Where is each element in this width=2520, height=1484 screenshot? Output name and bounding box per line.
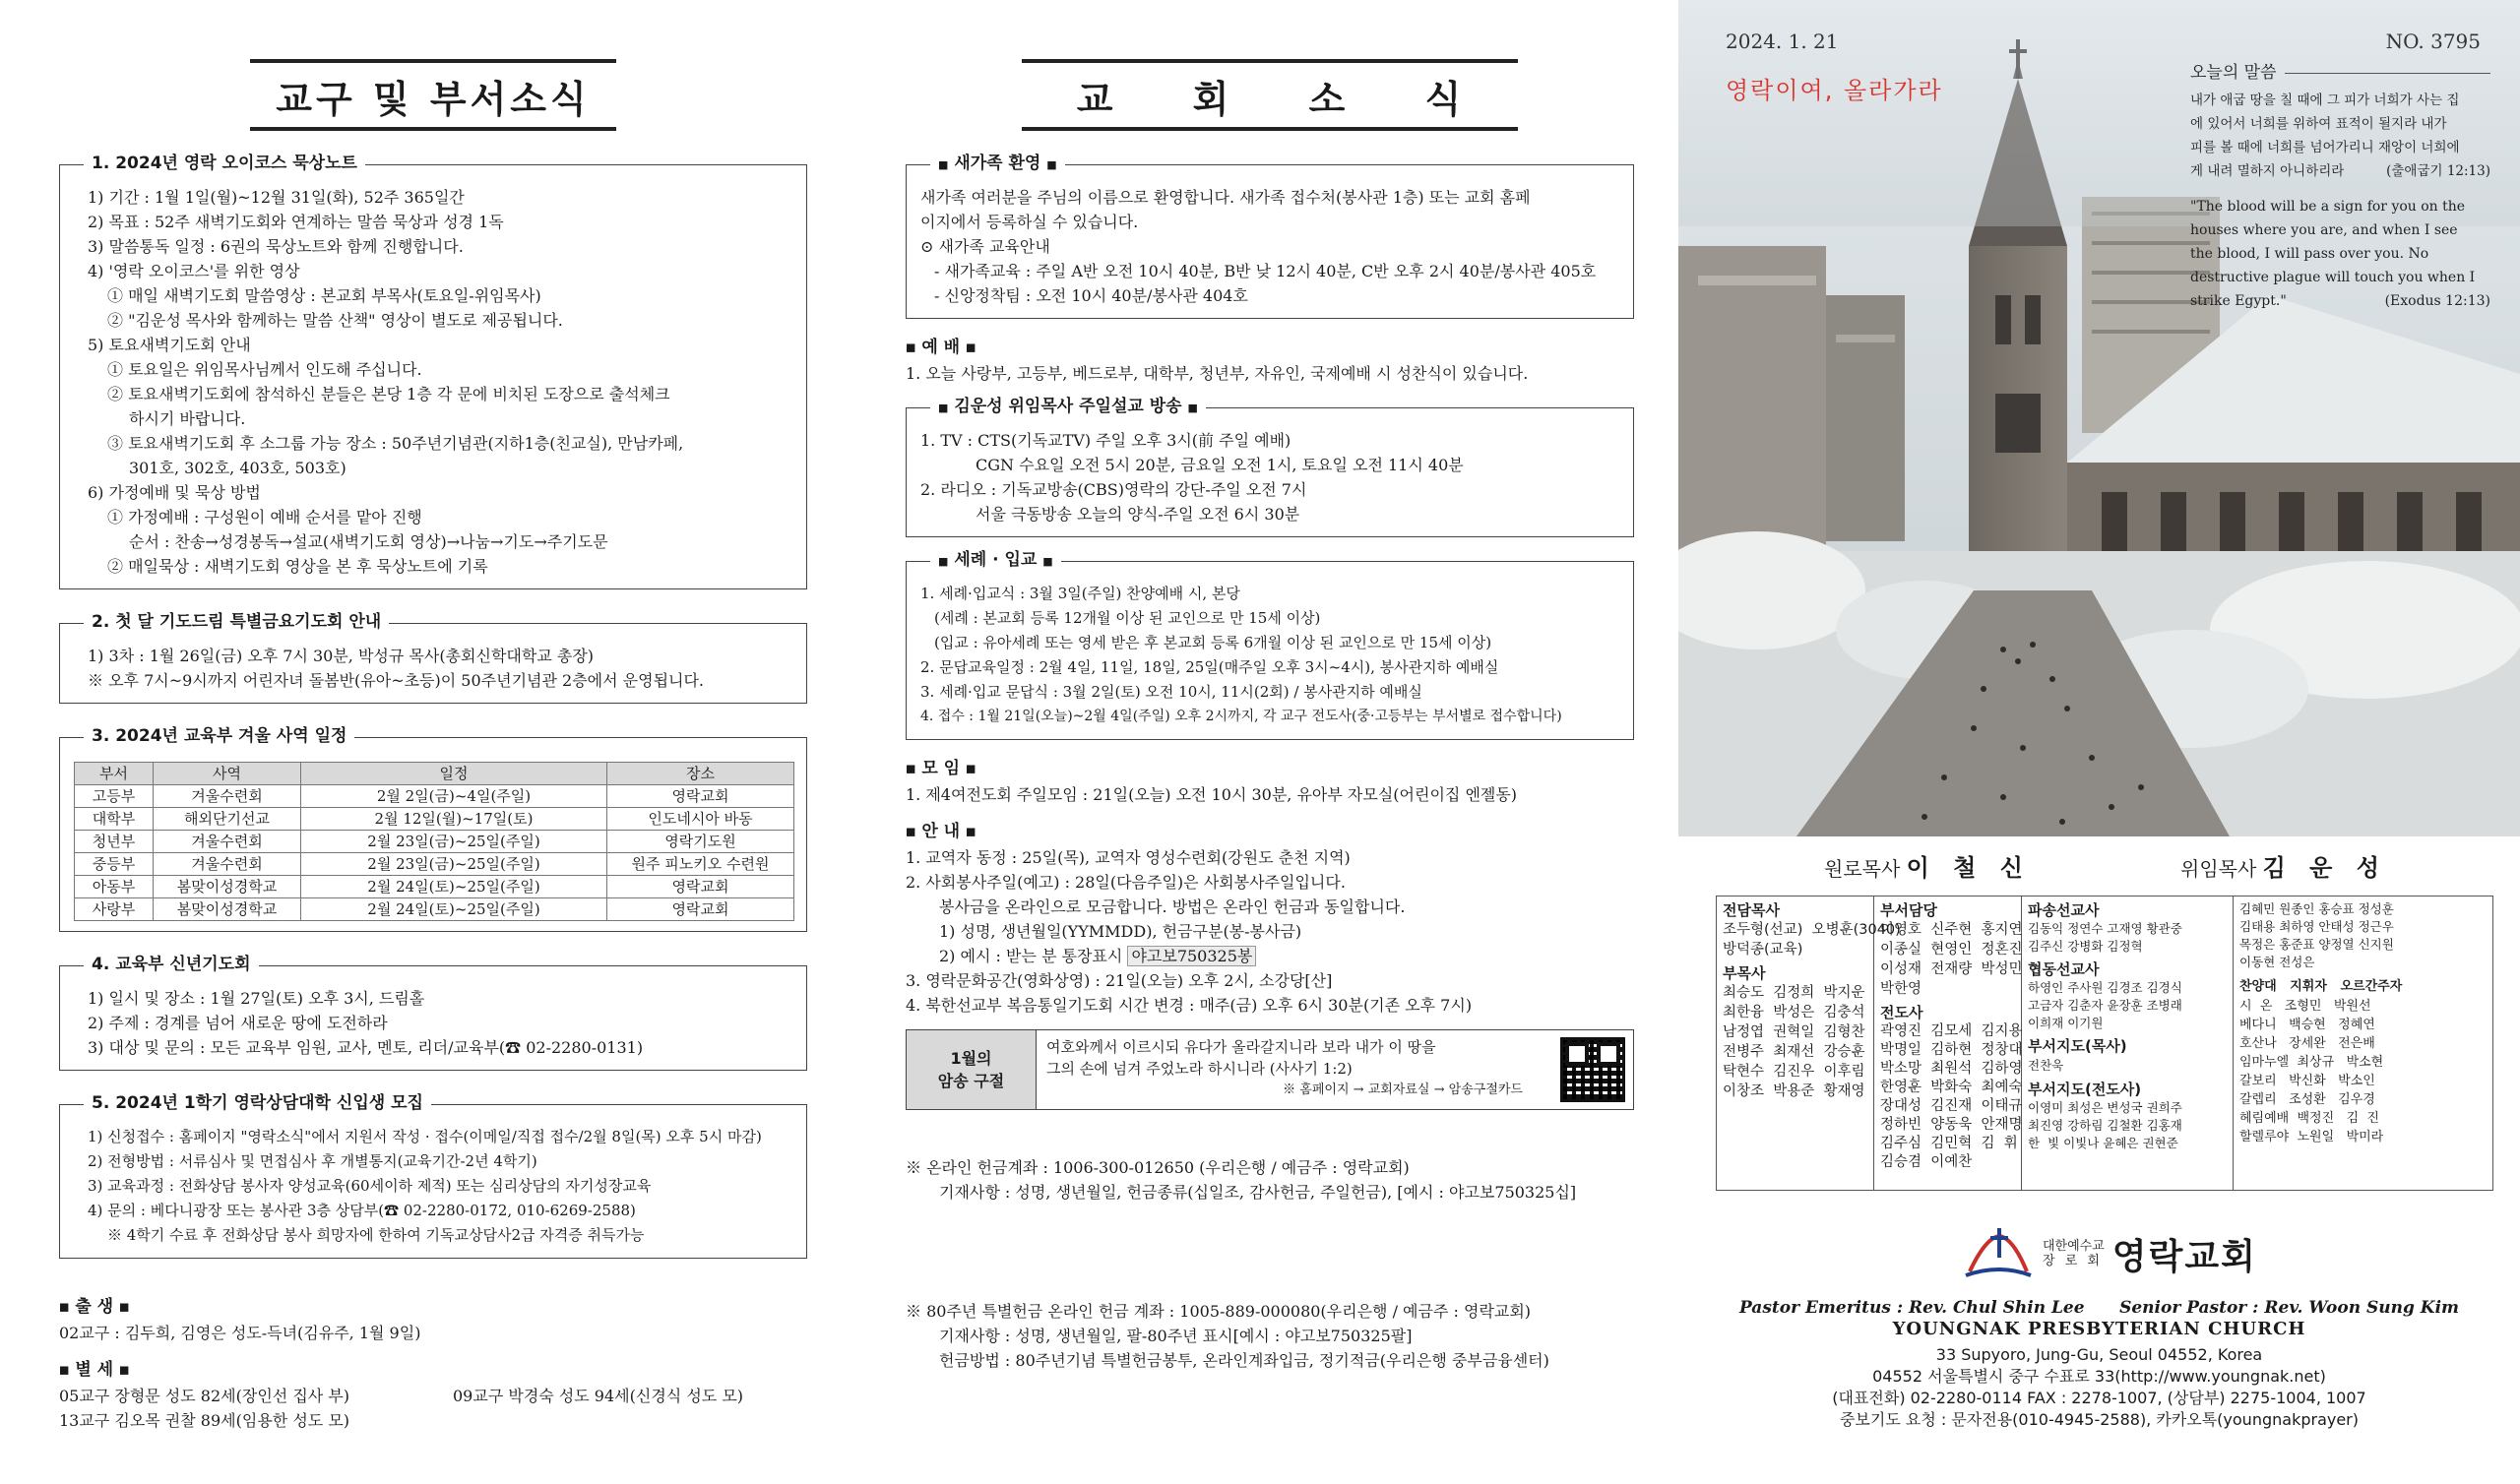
square-bullet-icon: ■ (906, 340, 916, 354)
text-line: 1. 세례·입교식 : 3월 3일(주일) 찬양예배 시, 본당 (920, 585, 1240, 602)
text-line: 09교구 박경숙 성도 94세(신경식 성도 모) (453, 1387, 744, 1405)
text-line: ※ 80주년 특별헌금 온라인 헌금 계좌 : 1005-889-000080(우리은행 / 예금주 : 영락교회) (906, 1302, 1532, 1321)
table-cell: 사랑부 (75, 898, 154, 921)
table-cell: 영락기도원 (607, 831, 794, 853)
table-header: 부서 (75, 763, 154, 785)
cover-motto: 영락이여, 올라가라 (1726, 77, 1943, 104)
staff-column (2022, 897, 2234, 1190)
left-page (0, 0, 837, 1484)
staff-heading: 전도사 (1880, 1004, 1923, 1021)
text-line: 13교구 김오목 권찰 89세(임용한 성도 모) (59, 1411, 350, 1430)
box-title: 새가족 환영 (954, 154, 1041, 173)
news-box-baptism (906, 550, 1634, 740)
verse-ko-line: 피를 볼 때에 너희를 넘어가리니 재앙이 너희에 (2190, 140, 2460, 155)
staff-names: 전찬욱 (2028, 1058, 2064, 1073)
text-line: 1) 3차 : 1월 26일(금) 오후 7시 30분, 박성규 목사(총회신학대학교 총장) (88, 647, 595, 665)
verse-en-line: houses where you are, and when I see (2190, 222, 2458, 238)
pastor-emeritus-name: 이 철 신 (1906, 854, 2031, 882)
pastors-english: Pastor Emeritus : Rev. Chul Shin Lee Senior Pastor : Rev. Woon Sung Kim (1738, 1298, 2460, 1318)
table-cell: 영락교회 (607, 785, 794, 808)
staff-heading: 협동선교사 (2028, 960, 2100, 978)
square-bullet-icon: ■ (966, 825, 976, 838)
text-line: 4) 문의 : 베다니광장 또는 봉사관 3층 상담부(☎ 02-2280-0172, 010-6269-2588) (88, 1202, 636, 1219)
issue-date: 2024. 1. 21 (1726, 30, 1839, 53)
text-line: 3) 교육과정 : 전화상담 봉사자 양성교육(60세이하 제적) 또는 심리상담의 자기성장교육 (88, 1177, 652, 1195)
staff-names: 김동익 정연수 고재영 황관중 김주신 강병화 김정혁 (2028, 921, 2182, 954)
square-bullet-icon: ■ (938, 402, 949, 414)
middle-page (876, 0, 1664, 1484)
pastor-emeritus-label: 원로목사 (1824, 857, 1901, 881)
text-line: 3. 영락문화공간(영화상영) : 21일(오늘) 오후 2시, 소강당[산] (906, 971, 1333, 990)
text-line: ① 가정예배 : 구성원이 예배 순서를 맡아 진행 (107, 508, 422, 526)
table-cell: 봄맞이성경학교 (154, 876, 301, 898)
text-line: 5) 토요새벽기도회 안내 (88, 336, 251, 354)
text-line: ① 매일 새벽기도회 말씀영상 : 본교회 부목사(토요일-위임목사) (107, 286, 541, 305)
page-title: 교 회 소 식 (1022, 59, 1519, 131)
news-box-winter-schedule (59, 726, 807, 932)
staff-column (2234, 897, 2492, 1190)
text-line: 2) 목표 : 52주 새벽기도회와 연계하는 말씀 묵상과 성경 1독 (88, 213, 504, 231)
staff-heading: 전담목사 (1723, 901, 1780, 919)
text-line: 6) 가정예배 및 묵상 방법 (88, 483, 261, 502)
staff-column (1717, 897, 1901, 1190)
table-cell: 겨울수련회 (154, 831, 301, 853)
square-bullet-icon: ■ (938, 158, 949, 171)
text-line: 헌금방법 : 80주년기념 특별헌금봉투, 온라인계좌입금, 정기적금(우리은행 중부금융센터) (939, 1351, 1549, 1370)
box-title: 2. 첫 달 기도드림 특별금요기도회 안내 (84, 610, 389, 635)
staff-names: 하영인 주사원 김경조 김경식 고금자 김춘자 윤장훈 조병래 이희재 이기원 (2028, 980, 2182, 1030)
staff-names: 이영미 최성은 변성국 권희주 최진영 강하림 김철환 김홍재 한 빛 이빛나 윤혜은 권현준 (2028, 1100, 2182, 1150)
staff-heading: 찬양대 지휘자 오르간주자 (2239, 979, 2403, 994)
text-line: 2. 사회봉사주일(예고) : 28일(다음주일)은 사회봉사주일입니다. (906, 873, 1346, 892)
staff-heading: 부서담당 (1880, 901, 1937, 919)
text-line: 05교구 장형문 성도 82세(장인선 집사 부) (59, 1387, 350, 1405)
address-ko[interactable]: 04552 서울특별시 중구 수표로 33(http://www.youngnak.net) (1872, 1367, 2326, 1386)
cover-photo (1678, 0, 2520, 836)
staff-directory (1716, 896, 2493, 1191)
issue-number: NO. 3795 (2385, 30, 2481, 53)
table-row (75, 876, 794, 898)
text-line: ※ 온라인 헌금계좌 : 1006-300-012650 (우리은행 / 예금주 : 영락교회) (906, 1158, 1410, 1177)
text-line: 1) 기간 : 1월 1일(월)~12월 31일(화), 52주 365일간 (88, 188, 465, 207)
text-line: 4. 접수 : 1월 21일(오늘)~2월 4일(주일) 오후 2시까지, 각 교구 전도사(중·고등부는 부서별로 접수합니다) (920, 709, 1562, 724)
memory-verse-box (906, 1029, 1634, 1110)
text-line: - 새가족교육 : 주일 A반 오전 10시 40분, B반 낮 12시 40분, C반 오후 2시 40분/봉사관 405호 (934, 262, 1597, 280)
staff-names: 조두형(선교) 오병훈(3040) 방덕종(교육) (1723, 922, 1901, 958)
text-line: ⊙ 새가족 교육안내 (920, 237, 1050, 256)
text-line: ① 토요일은 위임목사님께서 인도해 주십니다. (107, 360, 422, 379)
news-box-broadcast (906, 397, 1634, 537)
text-line: ② "김운성 목사와 함께하는 말씀 산책" 영상이 별도로 제공됩니다. (107, 311, 563, 330)
staff-names: 김혜민 원종인 홍승표 정성훈 김태용 최하영 안태성 정근우 목정은 홍준표 양정열 신지원 이동현 전성은 (2239, 901, 2394, 969)
text-line: 새가족 여러분을 주님의 이름으로 환영합니다. 새가족 접수처(봉사관 1층) 또는 교회 홈페 (920, 188, 1531, 207)
box-title: 3. 2024년 교육부 겨울 사역 일정 (84, 724, 354, 749)
table-header: 장소 (607, 763, 794, 785)
address-en: 33 Supyoro, Jung-Gu, Seoul 04552, Korea (1935, 1345, 2263, 1364)
page-title: 교구 및 부서소식 (250, 59, 615, 131)
square-bullet-icon: ■ (59, 1363, 70, 1377)
table-cell: 2월 24일(토)~25일(주일) (301, 876, 607, 898)
table-cell: 2월 2일(금)~4일(주일) (301, 785, 607, 808)
text-line: (입교 : 유아세례 또는 영세 받은 후 본교회 등록 6개월 이상 된 교인으로 만 15세 이상) (934, 634, 1492, 651)
text-line (906, 944, 1634, 968)
box-title: 세례 · 입교 (954, 550, 1038, 570)
verse-ko-ref: (출애굽기 12:13) (2386, 163, 2490, 179)
verse-en-line: destructive plague will touch you when I (2190, 270, 2476, 285)
verse-ko-line: 내가 애굽 땅을 칠 때에 그 피가 너희가 사는 집 (2190, 93, 2460, 108)
text-line: ② 매일묵상 : 새벽기도회 영상을 본 후 묵상노트에 기록 (107, 557, 488, 576)
table-cell: 인도네시아 바동 (607, 808, 794, 831)
text-line: 02교구 : 김두희, 김영은 성도-득녀(김유주, 1월 9일) (59, 1324, 421, 1342)
staff-names: 최승도 김정희 박지운 최한융 박성은 김충석 남정엽 권혁일 김형찬 전병주 최재선 강승훈 탁현수 김진우 이후림 이창조 박용준 황재영 (1723, 985, 1865, 1099)
table-cell: 아동부 (75, 876, 154, 898)
verse-en-ref: (Exodus 12:13) (2384, 293, 2490, 309)
text-line: 기재사항 : 성명, 생년월일, 팔-80주년 표시[예시 : 야고보750325팔] (939, 1327, 1413, 1345)
table-cell: 중등부 (75, 853, 154, 876)
text-line: 1) 신청접수 : 홈페이지 "영락소식"에서 지원서 작성 · 접수(이메일/직접 접수/2월 8일(목) 오후 5시 마감) (88, 1128, 762, 1145)
table-header: 사역 (154, 763, 301, 785)
text-line: ※ 오후 7시~9시까지 어린자녀 돌봄반(유아~초등)이 50주년기념관 2층에서 운영됩니다. (88, 671, 705, 690)
square-bullet-icon: ■ (906, 762, 916, 775)
text-line: 이지에서 등록하실 수 있습니다. (920, 213, 1139, 231)
section-heading-label: 출 생 (75, 1297, 114, 1317)
square-bullet-icon: ■ (59, 1300, 70, 1314)
staff-heading: 파송선교사 (2028, 901, 2100, 919)
table-cell: 겨울수련회 (154, 853, 301, 876)
table-row (75, 853, 794, 876)
section-heading-death (59, 1355, 807, 1380)
staff-names: 곽영진 김모세 김지용 박명일 김하현 정창대 박소망 최원석 김하영 한영훈 박화숙 최예숙 장대성 김진재 이태규 정하빈 양동욱 안재명 김주심 김민혁 김 휘 김승겸 이예찬 (1880, 1023, 2023, 1170)
square-bullet-icon: ■ (119, 1363, 130, 1377)
news-box-new-year-prayer (59, 955, 807, 1071)
box-title: 5. 2024년 1학기 영락상담대학 신입생 모집 (84, 1091, 431, 1116)
text-line: 3. 세례·입교 문답식 : 3월 2일(토) 오전 10시, 11시(2회) / 봉사관지하 예배실 (920, 683, 1422, 701)
table-cell: 2월 12일(월)~17일(토) (301, 808, 607, 831)
section-heading-label: 예 배 (921, 338, 961, 357)
table-cell: 영락교회 (607, 876, 794, 898)
table-cell: 2월 23일(금)~25일(주일) (301, 831, 607, 853)
square-bullet-icon: ■ (966, 340, 976, 354)
text-line: ※ 4학기 수료 후 전화상담 봉사 희망자에 한하여 기독교상담사2급 자격증 취득가능 (107, 1226, 645, 1244)
staff-column (1874, 897, 2022, 1190)
church-name-en: YOUNGNAK PRESBYTERIAN CHURCH (1892, 1319, 2306, 1339)
text-line: 서울 극동방송 오늘의 양식-주일 오전 6시 30분 (976, 505, 1300, 524)
square-bullet-icon: ■ (119, 1300, 130, 1314)
death-list (59, 1384, 807, 1433)
text-line: 1) 성명, 생년월일(YYMMDD), 헌금구분(봉-봉사금) (939, 922, 1302, 941)
verse-text: 여호와께서 이르시되 유다가 올라갈지니라 보라 내가 이 땅을 (1046, 1038, 1436, 1056)
schedule-table (74, 762, 794, 921)
text-line: ③ 토요새벽기도회 후 소그룹 가능 장소 : 50주년기념관(지하1층(친교실), 만남카페, (107, 434, 684, 453)
church-footer (1678, 1297, 2520, 1431)
section-heading-label: 안 내 (921, 822, 961, 841)
text-line: 3) 말씀통독 일정 : 6권의 묵상노트와 함께 진행합니다. (88, 237, 464, 256)
box-title: 4. 교육부 신년기도회 (84, 953, 259, 977)
table-cell: 해외단기선교 (154, 808, 301, 831)
text-line: 순서 : 찬송→성경봉독→설교(새벽기도회 영상)→나눔→기도→주기도문 (129, 532, 608, 551)
table-cell: 겨울수련회 (154, 785, 301, 808)
text-line: 2) 예시 : 받는 분 통장표시 (939, 947, 1123, 965)
news-box-oikos (59, 154, 807, 589)
example-highlight: 야고보750325봉 (1127, 946, 1256, 966)
square-bullet-icon: ■ (1187, 402, 1198, 414)
news-box-friday-prayer (59, 612, 807, 704)
table-cell: 원주 피노키오 수련원 (607, 853, 794, 876)
table-cell: 대학부 (75, 808, 154, 831)
square-bullet-icon: ■ (1046, 158, 1057, 171)
news-box-new-family (906, 154, 1634, 319)
text-line: 301호, 302호, 403호, 503호) (129, 459, 346, 477)
text-line: (세례 : 본교회 등록 12개월 이상 된 교인으로 만 15세 이상) (934, 609, 1321, 627)
section-heading-label: 모 임 (921, 759, 961, 778)
verse-label: 암송 구절 (937, 1072, 1005, 1090)
section-heading-notice (906, 817, 1634, 841)
senior-pastor-name: 김 운 성 (2262, 854, 2387, 882)
denomination-label: 대한예수교 (2043, 1239, 2105, 1254)
verse-ko-line: 게 내려 멸하지 아니하리라 (2190, 163, 2345, 179)
staff-names: 이영호 신주현 홍지연 이종실 현영인 정혼진 이성재 전재량 박성민 박한영 (1880, 922, 2023, 997)
table-row (75, 808, 794, 831)
table-cell: 고등부 (75, 785, 154, 808)
square-bullet-icon: ■ (906, 825, 916, 838)
text-line: 1. 제4여전도회 주일모임 : 21일(오늘) 오전 10시 30분, 유아부 자모실(어린이집 엔젤동) (906, 785, 1518, 804)
verse-en-line: "The blood will be a sign for you on the (2190, 199, 2466, 215)
table-cell: 2월 23일(금)~25일(주일) (301, 853, 607, 876)
square-bullet-icon: ■ (1042, 555, 1053, 568)
verse-text: 그의 손에 넘겨 주었노라 하시니라 (사사기 1:2) (1046, 1060, 1353, 1078)
todays-word (2190, 61, 2490, 313)
text-line: 2) 주제 : 경계를 넘어 새로운 땅에 도전하라 (88, 1014, 388, 1032)
anniversary-offering (906, 1299, 1634, 1373)
phone-numbers: (대표전화) 02-2280-0114 FAX : 2278-1007, (상담부) 2275-1004, 1007 (1832, 1389, 2366, 1407)
text-line: 2. 문답교육일정 : 2월 4일, 11일, 18일, 25일(매주일 오후 3시~4시), 봉사관지하 예배실 (920, 658, 1499, 676)
text-line: - 신앙정착팀 : 오전 10시 40분/봉사관 404호 (934, 286, 1248, 305)
text-line: 3) 대상 및 문의 : 모든 교육부 임원, 교사, 멘토, 리더/교육부(☎ 02-2280-0131) (88, 1038, 644, 1057)
table-cell: 봄맞이성경학교 (154, 898, 301, 921)
text-line: 1. 오늘 사랑부, 고등부, 베드로부, 대학부, 청년부, 자유인, 국제예배 시 성찬식이 있습니다. (906, 364, 1529, 383)
table-row (75, 785, 794, 808)
qr-code-icon[interactable] (1560, 1037, 1625, 1102)
text-line: 기재사항 : 성명, 생년월일, 헌금종류(십일조, 감사헌금, 주일헌금), [예시 : 야고보750325십] (939, 1183, 1577, 1202)
text-line: 1. TV : CTS(기독교TV) 주일 오후 3시(前 주일 예배) (920, 431, 1292, 450)
section-heading-worship (906, 333, 1634, 357)
denomination-label: 장 로 회 (2043, 1254, 2103, 1268)
text-line: CGN 수요일 오전 5시 20분, 금요일 오전 1시, 토요일 오전 11시 40분 (976, 456, 1464, 474)
text-line: 1) 일시 및 장소 : 1월 27일(토) 오후 3시, 드림홀 (88, 989, 425, 1008)
section-heading-label: 별 세 (75, 1360, 114, 1380)
staff-heading: 부서지도(목사) (2028, 1037, 2127, 1055)
verse-label: 1월의 (950, 1049, 992, 1068)
senior-pastor-label: 위임목사 (2180, 857, 2257, 881)
table-cell: 2월 24일(토)~25일(주일) (301, 898, 607, 921)
verse-ko-line: 에 있어서 너희를 위하여 표적이 될지라 내가 (2190, 116, 2447, 132)
text-line: ② 토요새벽기도회에 참석하신 분들은 본당 1층 각 문에 비치된 도장으로 출석체크 (107, 385, 670, 403)
text-line: 하시기 바랍니다. (129, 409, 246, 428)
text-line: 2. 라디오 : 기독교방송(CBS)영락의 강단-주일 오전 7시 (920, 480, 1307, 499)
box-title: 1. 2024년 영락 오이코스 묵상노트 (84, 152, 365, 176)
text-line: 2) 전형방법 : 서류심사 및 면접심사 후 개별통지(교육기간-2년 4학기) (88, 1152, 537, 1170)
staff-heading: 부목사 (1723, 964, 1766, 982)
box-title: 김운성 위임목사 주일설교 방송 (954, 397, 1182, 416)
section-heading-meeting (906, 754, 1634, 778)
church-emblem-icon (1964, 1228, 2033, 1279)
staff-heading: 부서지도(전도사) (2028, 1081, 2142, 1098)
table-header: 일정 (301, 763, 607, 785)
table-row (75, 831, 794, 853)
text-line: 봉사금을 온라인으로 모금합니다. 방법은 온라인 헌금과 동일합니다. (939, 897, 1406, 916)
text-line: 1. 교역자 동정 : 25일(목), 교역자 영성수련회(강원도 춘천 지역) (906, 848, 1351, 867)
cover-page (1678, 0, 2520, 1484)
staff-names: 시 온 조형민 박원선 베다니 백승현 정혜연 호산나 장세완 전은배 임마누엘 최상규 박소현 갈보리 박신화 박소인 갈렙리 조성환 김우경 헤림예배 백정진 김 진 할렐루야 노원일 박미라 (2239, 999, 2384, 1144)
verse-note: ※ 홈페이지 → 교회자료실 → 암송구절카드 (1283, 1082, 1523, 1097)
square-bullet-icon: ■ (966, 762, 976, 775)
verse-en-line: strike Egypt." (2190, 293, 2287, 309)
section-heading-birth (59, 1292, 807, 1317)
prayer-request: 중보기도 요청 : 문자전용(010-4945-2588), 카카오톡(youngnakprayer) (1839, 1410, 2360, 1429)
table-row (75, 898, 794, 921)
square-bullet-icon: ■ (938, 555, 949, 568)
verse-en-line: the blood, I will pass over you. No (2190, 246, 2429, 262)
text-line: 4. 북한선교부 복음통일기도회 시간 변경 : 매주(금) 오후 6시 30분(기존 오후 7시) (906, 996, 1473, 1015)
table-cell: 영락교회 (607, 898, 794, 921)
online-offering (906, 1155, 1634, 1205)
news-box-counseling-college (59, 1093, 807, 1259)
table-cell: 청년부 (75, 831, 154, 853)
church-name-ko: 영락교회 (2111, 1236, 2257, 1277)
church-logo (1964, 1228, 2257, 1279)
text-line: 4) '영락 오이코스'를 위한 영상 (88, 262, 300, 280)
todays-word-title: 오늘의 말씀 (2190, 61, 2490, 85)
